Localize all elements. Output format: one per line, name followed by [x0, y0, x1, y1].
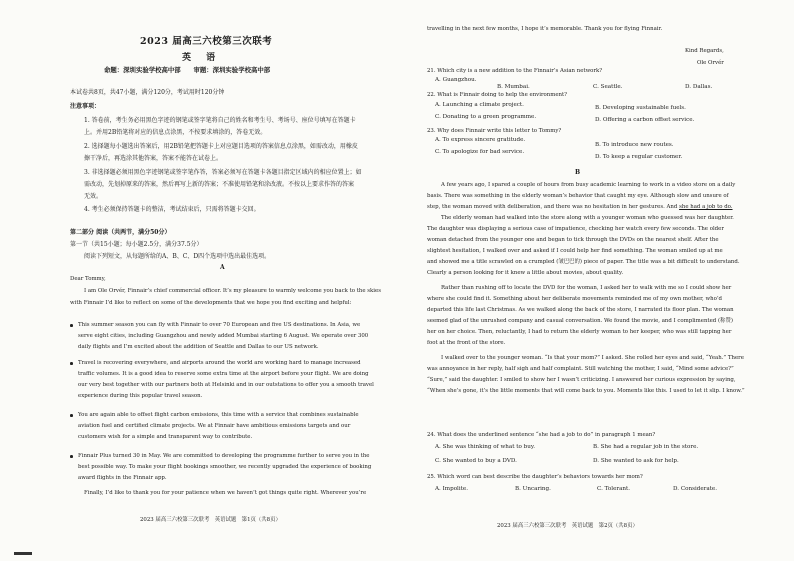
subject-heading: 英 语	[182, 53, 222, 63]
closing-line: Finally, I’d like to thank you for your patience when we haven’t got things quite right. Wherever you’re	[84, 490, 367, 496]
passage-a-label: A	[220, 264, 225, 271]
exam-title: 2023 届高三六校第三次联考	[140, 36, 273, 47]
answer-option: A. Guangzhou.	[435, 77, 477, 83]
bullet-line: daily flights and I’m excited about the addition of Seattle and Dallas to our US network.	[78, 344, 319, 350]
passage-line: and showed me a title scrawled on a crumpled (皱巴巴的) piece of paper. The title was a bit difficult to understand.	[427, 259, 740, 265]
passage-line: A few years ago, I spared a couple of hours from busy academic learning to work in a video store on a daily	[441, 182, 736, 188]
answer-option: B. Developing sustainable fuels.	[595, 105, 686, 111]
passage-line-with-underline	[427, 202, 733, 213]
bullet-line: aviation fuel and certified climate projects. We at Finnair have ambitious emissions targets and our	[78, 423, 351, 429]
bullet-dot	[70, 455, 73, 458]
question-stem: 25. Which word can best describe the daughter’s behaviors towards her mom?	[427, 474, 643, 480]
passage-line: basis. There was something in the elderly woman’s behavior that caught my eye. Although slow and unsure of	[427, 193, 729, 199]
passage-line: step, the woman moved with deliberation, and there was no hesitation in her gestures. And	[427, 204, 678, 210]
bullet-line: experience during this popular travel season.	[78, 393, 203, 399]
passage-line: her on her choice. Then, reluctantly, I had to return the elderly woman to her keeper, who was still tapping her	[427, 329, 732, 335]
answer-option: B. Uncaring.	[515, 486, 551, 492]
passage-line: The elderly woman had walked into the store along with a younger woman who guessed was her daughter.	[441, 215, 734, 221]
answer-option: D. Considerate.	[673, 486, 717, 492]
page-footer: 2023 届高三六校第三次联考 英语试题 第2页（共8页）	[497, 523, 638, 529]
passage-line: Clearly a person looking for it knew a little about movies, about quality.	[427, 270, 624, 276]
notes-heading: 注意事项：	[70, 103, 101, 110]
bullet-dot	[70, 414, 73, 417]
bullet-line: traffic volumes. It is a good idea to reserve some extra time at the airport before your flight. We are doing	[78, 371, 369, 377]
answer-option: A. Impolite.	[435, 486, 468, 492]
bullet-line: serve eight cities, including Guangzhou and newly added Mumbai starting 6 August. We operate over 300	[78, 333, 369, 339]
page-footer: 2023 届高三六校第三次联考 英语试题 第1页（共8页）	[140, 517, 281, 523]
salutation: Dear Tommy,	[70, 276, 106, 282]
passage-line: The daughter was displaying a serious case of impatience, checking her watch every few seconds. The older	[427, 226, 724, 232]
question-stem: 24. What does the underlined sentence “she had a job to do” in paragraph 1 mean?	[427, 432, 656, 438]
answer-option: D. Offering a carbon offset service.	[595, 117, 695, 123]
exam-page-2	[397, 0, 794, 561]
part2-heading: 第二部分 阅读（共两节，满分50分）	[70, 229, 171, 236]
passage-line: woman detached from the younger one and began to tick through the DVDs on the nearest shelf. After the	[427, 237, 719, 243]
instructions: 阅读下列短文，从每题所给的A、B、C、D四个选项中选出最佳选项。	[84, 253, 271, 260]
note-line: 3. 非选择题必须用黑色字迹钢笔或签字笔作答，答案必须写在答题卡各题目指定区域内的相应位置上；如	[84, 169, 362, 176]
answer-option: D. Dallas.	[685, 84, 713, 90]
section1-heading: 第一节（共15小题；每小题2.5分，满分37.5分）	[70, 241, 203, 248]
answer-option: D. She wanted to ask for help.	[593, 458, 679, 464]
bullet-line: Travel is recovering everywhere, and airports around the world are working hard to manage increased	[78, 360, 361, 366]
note-line: 4. 考生必须保持答题卡的整洁，考试结束后，只需将答题卡交回。	[84, 206, 260, 213]
answer-option: C. Donating to a green programme.	[435, 114, 537, 120]
letter-continued-line: travelling in the next few months, I hope it’s memorable. Thank you for flying Finnair.	[427, 26, 663, 32]
bullet-line: Finnair Plus turned 30 in May. We are committed to developing the programme further to serve you in the	[78, 453, 370, 459]
answer-option: C. Seattle.	[593, 84, 623, 90]
answer-option: A. To express sincere gratitude.	[435, 137, 526, 143]
passage-line: “When she’s gone, it’s the little moments that will come back to you. Moments like this. I used to let it slip. I know.”	[427, 388, 745, 394]
passage-line: slightest hesitation, I walked over and asked if I could help her find something. The woman smiled up at me	[427, 248, 723, 254]
answer-option: C. Tolerant.	[597, 486, 631, 492]
bullet-line: customers wish for a simple and transparent way to contribute.	[78, 434, 253, 440]
intro-line: I am Ole Orvér, Finnair’s chief commercial officer. It’s my pleasure to warmly welcome you back to the skies	[84, 288, 381, 294]
bullet-line: award flights in the Finnair app.	[78, 475, 167, 481]
intro-line: with Finnair I’d like to reflect on some of the developments that we hope you find exciting and helpful:	[70, 300, 352, 306]
answer-option: A. Launching a climate project.	[435, 102, 524, 108]
answer-option: A. She was thinking of what to buy.	[435, 444, 536, 450]
note-line: 1. 答卷前，考生务必用黑色字迹的钢笔或签字笔将自己的姓名和考生号、考场号、座位号填写在答题卡	[84, 117, 356, 124]
note-line: 2. 选择题每小题选出答案后，用2B铅笔把答题卡上对应题目选项的答案信息点涂黑，如需改动，用橡皮	[84, 143, 358, 150]
answer-option: B. Mumbai.	[497, 84, 530, 90]
note-line: 上。并用2B铅笔将对应的信息点涂黑，不按要求填涂的，答卷无效。	[84, 129, 267, 136]
question-stem: 21. Which city is a new addition to the Finnair’s Asian network?	[427, 68, 603, 74]
answer-option: D. To keep a regular customer.	[595, 154, 683, 160]
note-line: 需改动，先划掉原来的答案，然后再写上新的答案；不准使用铅笔和涂改液。不按以上要求作答的答案	[84, 181, 355, 188]
passage-line: was annoyance in her reply, half sigh and half complaint. Still watching the mother, I said, “Mind some advice?”	[427, 366, 734, 372]
bullet-line: best possible way. To make your flight bookings smoother, we recently upgraded the experience of booking	[78, 464, 372, 470]
passage-b-label: B	[575, 169, 581, 176]
bullet-dot	[70, 362, 73, 365]
underlined-sentence: she had a job to do.	[679, 204, 733, 210]
question-stem: 23. Why does Finnair write this letter to Tommy?	[427, 128, 562, 134]
passage-line: where she could find it. Something about her deliberate movements reminded me of my own mother, who’d	[427, 296, 722, 302]
question-stem: 22. What is Finnair doing to help the environment?	[427, 92, 568, 98]
passage-line: I walked over to the younger woman. “Is that your mom?” I asked. She rolled her eyes and said, “Yeah.” There	[441, 355, 744, 361]
scan-mark	[14, 552, 32, 555]
bullet-line: This summer season you can fly with Finnair to over 70 European and five US destinations. In Asia, we	[78, 322, 361, 328]
answer-option: B. She had a regular job in the store.	[593, 444, 699, 450]
passage-line: seemed glad of the unrushed company and casual conversation. We found the movie, and I complimented (称赞)	[427, 318, 733, 324]
note-line: 擦干净后，再选涂其他答案，答案不能答在试卷上。	[84, 155, 223, 162]
exam-info: 本试卷共8页，共47小题，满分120分，考试用时120分钟	[70, 89, 225, 96]
passage-line: foot at the front of the store.	[427, 340, 506, 346]
bullet-dot	[70, 324, 73, 327]
passage-line: departed this life last Christmas. As we walked along the back of the store, I narrated its floor plan. The woman	[427, 307, 734, 313]
answer-option: C. To apologize for bad service.	[435, 149, 525, 155]
letter-regards: Kind Regards,	[685, 48, 724, 54]
bullet-line: our very best together with our partners both at Helsinki and in our outstations to offer you a smooth travel	[78, 382, 374, 388]
note-line: 无效。	[84, 193, 103, 200]
bullet-line: You are again able to offset flight carbon emissions, this time with a service that combines sustainable	[78, 412, 359, 418]
passage-line: “Sure,” said the daughter. I smiled to show her I wasn’t criticizing. I answered her curious expression by saying,	[427, 377, 736, 383]
passage-line: Rather than rushing off to locate the DVD for the woman, I asked her to walk with me so I could show her	[441, 285, 732, 291]
answer-option: C. She wanted to buy a DVD.	[435, 458, 517, 464]
authors-line: 命题：深圳实验学校高中部 审题：深圳实验学校高中部	[104, 66, 271, 74]
letter-signature: Ole Orvér	[697, 60, 724, 66]
answer-option: B. To introduce new routes.	[595, 142, 674, 148]
